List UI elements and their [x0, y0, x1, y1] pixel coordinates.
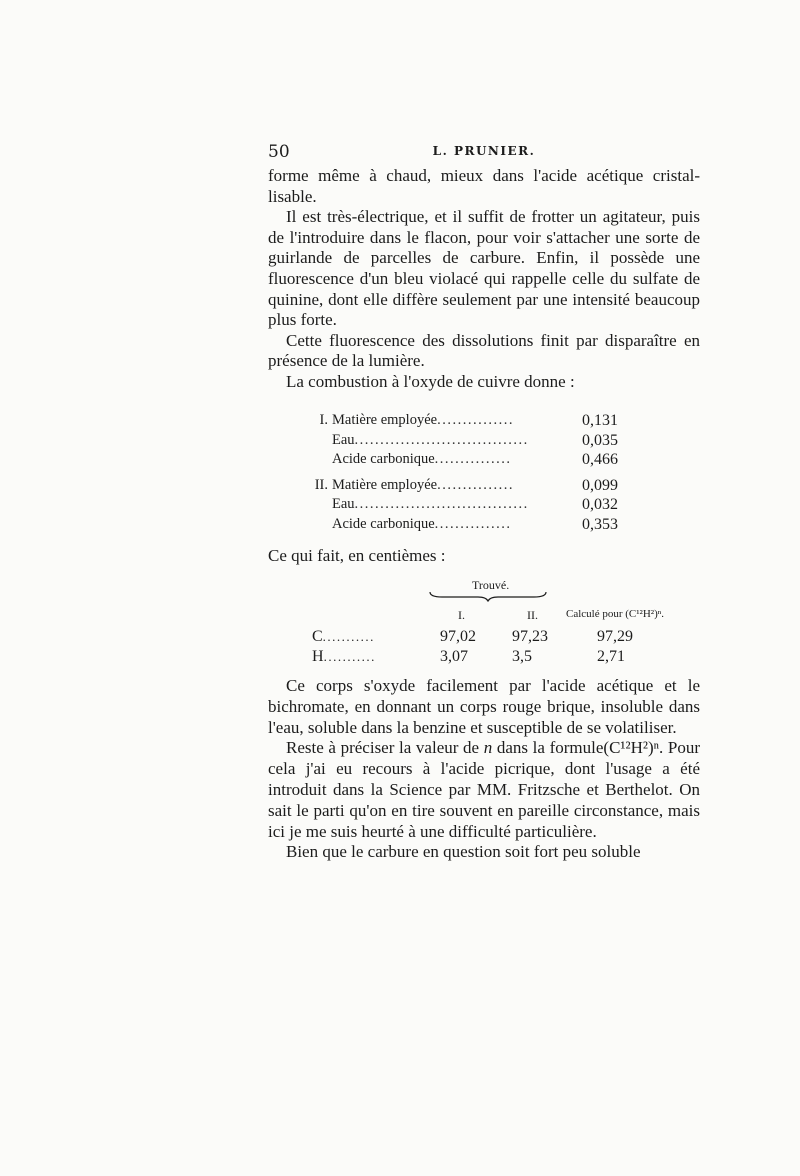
running-head: L. PRUNIER. [432, 144, 536, 158]
analysis-value: 0,466 [582, 451, 618, 468]
paragraph-fluorescence: Cette fluorescence des dissolutions finit par disparaître en présence de la lumière. [268, 330, 700, 371]
analysis-value: 0,032 [582, 496, 618, 513]
table-row [300, 496, 700, 516]
analysis-label: Eau [332, 496, 355, 512]
brace-decoration [428, 590, 548, 602]
value-calculated: 97,29 [597, 628, 633, 645]
body-text-top [268, 166, 700, 393]
value-calculated: 2,71 [597, 648, 625, 665]
paragraph-solubility: Bien que le carbure en question soit fort peu soluble [286, 842, 641, 862]
value-found-ii: 97,23 [512, 628, 548, 645]
analysis-label: Eau [332, 431, 355, 448]
table-row [268, 628, 708, 650]
text-segment: dans la formule [496, 738, 604, 758]
analysis-value: 0,131 [582, 412, 618, 429]
paragraph-oxidation: Ce corps s'oxyde facilement par l'acide acétique et le bichromate, en donnant un corps rouge brique, insoluble dans l'eau, soluble dans la benzine et susceptible de se volatiliser. [268, 676, 700, 737]
text-segment: Pour cela j'ai eu recours à l'acide picrique, dont l'usage a été introduit dans la Science par MM. Fritzsche et Berthelot. On sait le parti qu'on en tire souvent en pareille circonstance, mais ici je me suis heurté à une difficulté particulière. [268, 738, 701, 841]
text-segment: Reste à préciser la valeur de [286, 738, 480, 758]
leader-dots: .................................. [354, 496, 529, 512]
analysis-value: 0,099 [582, 476, 618, 494]
table-row [300, 451, 700, 471]
column-header-calcule: Calculé pour (C¹²H²)ⁿ. [566, 608, 664, 620]
page-header [268, 142, 700, 162]
analysis-value: 0,035 [582, 431, 618, 449]
leader-dots: .................................. [354, 431, 529, 448]
centiemes-intro: Ce qui fait, en centièmes : [268, 546, 446, 565]
value-found-i: 97,02 [440, 628, 476, 645]
leader-dots: ........... [322, 629, 375, 644]
column-header-i: I. [458, 608, 465, 622]
paragraph-electric: Il est très-électrique, et il suffit de frotter un agitateur, puis de l'introduire dans le flacon, pour voir s'attacher une sorte de guirlande de parcelles de carbure. Enfin, il possède une fluorescence d'un bleu violacé qui rappelle celle du sulfate de quinine, dont elle diffère seulement par une intensité beaucoup plus forte. [268, 207, 700, 330]
analysis-value: 0,353 [582, 515, 618, 533]
page-number: 50 [268, 142, 290, 162]
trouve-heading: Trouvé. [472, 578, 510, 592]
paragraph-continuation-end: lisable. [268, 186, 317, 206]
paragraph-combustion: La combustion à l'oxyde de cuivre donne : [286, 371, 575, 391]
table-row [300, 412, 700, 432]
formula: (C¹²H²)ⁿ. [603, 738, 664, 758]
analysis-label: Acide carbonique [332, 451, 435, 467]
analysis-label: Matière employée [332, 476, 438, 493]
combustion-analysis-table [300, 412, 700, 535]
paragraph-picric-acid [268, 738, 700, 842]
table-row [268, 648, 708, 670]
element-symbol: C [312, 628, 323, 645]
leader-dots: ............... [434, 515, 512, 532]
table-row [300, 432, 700, 452]
leader-dots: ............... [437, 412, 514, 428]
value-found-ii: 3,5 [512, 648, 532, 665]
percentage-table [268, 576, 708, 666]
element-symbol: H [312, 648, 324, 665]
analysis-number: I. [319, 412, 328, 428]
table-row [300, 477, 700, 497]
column-header-ii: II. [527, 608, 538, 622]
table-row [300, 516, 700, 536]
paragraph-continuation-line: forme même à chaud, mieux dans l'acide acétique cristal- [268, 166, 700, 185]
analysis-label: Matière employée [332, 412, 438, 428]
leader-dots: ............... [437, 476, 514, 493]
value-found-i: 3,07 [440, 648, 468, 665]
analysis-label: Acide carbonique [332, 515, 435, 532]
variable-n: n [483, 738, 493, 758]
leader-dots: ............... [434, 451, 512, 467]
leader-dots: ........... [323, 649, 376, 664]
body-text-bottom [268, 676, 700, 863]
analysis-number: II. [314, 476, 328, 493]
